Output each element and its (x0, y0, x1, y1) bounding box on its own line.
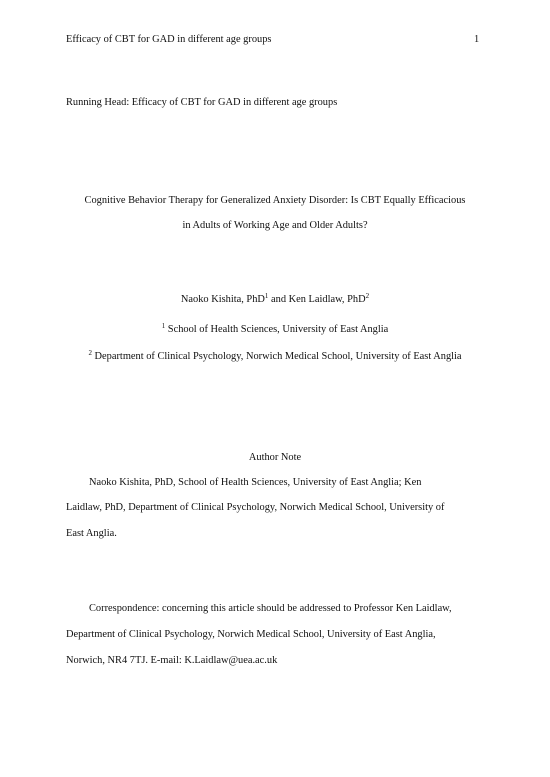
correspondence-line-2: Department of Clinical Psychology, Norwich Medical School, University of East Anglia, (66, 629, 436, 640)
author-line (0, 293, 550, 306)
affiliation-1 (0, 323, 550, 336)
running-head: Running Head: Efficacy of CBT for GAD in different age groups (66, 97, 338, 108)
author-2-affiliation-marker: 2 (365, 292, 370, 300)
author-note-line-2: Laidlaw, PhD, Department of Clinical Psychology, Norwich Medical School, University of (66, 502, 445, 513)
author-1-affiliation-marker: 1 (264, 292, 269, 300)
author-note-line-3: East Anglia. (66, 528, 117, 539)
title-line-1: Cognitive Behavior Therapy for Generalized Anxiety Disorder: Is CBT Equally Efficacious (84, 195, 466, 206)
affiliation-2-text: Department of Clinical Psychology, Norwich Medical School, University of East Anglia (91, 351, 462, 362)
author-1-name: Naoko Kishita, PhD (180, 294, 265, 305)
affiliation-2 (0, 350, 550, 363)
author-note-line-1: Naoko Kishita, PhD, School of Health Sciences, University of East Anglia; Ken (89, 477, 422, 488)
correspondence-line-3: Norwich, NR4 7TJ. E-mail: K.Laidlaw@uea.ac.uk (66, 655, 278, 666)
title-line-2: in Adults of Working Age and Older Adults? (182, 220, 368, 231)
affiliation-1-marker: 1 (161, 322, 166, 330)
author-2-name: and Ken Laidlaw, PhD (268, 294, 366, 305)
affiliation-2-marker: 2 (88, 349, 92, 357)
correspondence-line-1: Correspondence: concerning this article should be addressed to Professor Ken Laidlaw, (89, 603, 452, 614)
header-running-title: Efficacy of CBT for GAD in different age groups (66, 34, 272, 45)
author-note-heading: Author Note (248, 452, 302, 463)
page-number: 1 (474, 34, 480, 45)
affiliation-1-text: School of Health Sciences, University of East Anglia (165, 324, 389, 335)
